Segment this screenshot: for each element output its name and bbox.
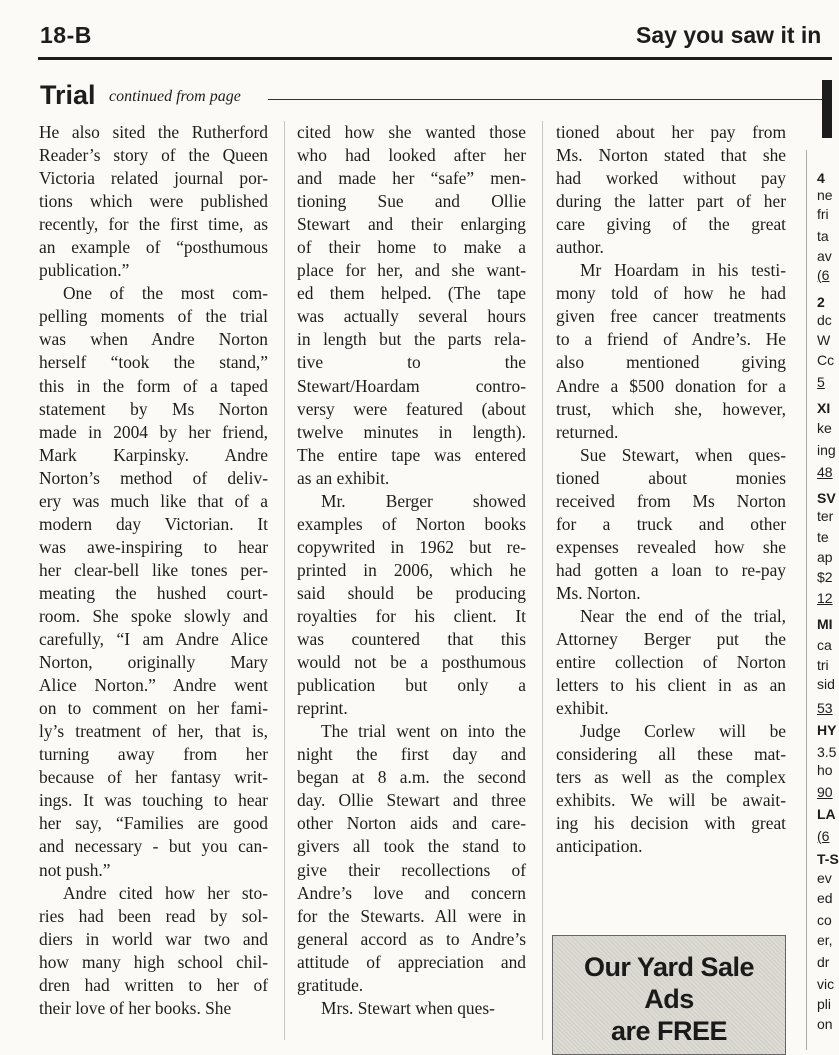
text-line: was countered that this [297, 629, 526, 650]
text-line: Victoria related journal por- [39, 168, 268, 189]
adjacent-heading-block [822, 80, 832, 138]
text-line: other Norton aids and care- [297, 813, 526, 834]
text-line: versy were featured (about [297, 398, 526, 419]
classified-fragment: ca [817, 637, 832, 653]
classified-fragment: 48 [817, 464, 833, 480]
text-line: Judge Corlew will be [580, 721, 786, 742]
text-line: place for her, and she want- [297, 260, 526, 281]
text-line: Andre’s love and concern [297, 882, 526, 903]
classified-fragment: ev [817, 870, 832, 886]
text-line: givers all took the stand to [297, 836, 526, 857]
text-line: this in the form of a taped [39, 375, 268, 396]
text-line: their love of her books. She [39, 997, 232, 1018]
classified-fragment: MI [817, 616, 833, 632]
text-line: returned. [556, 421, 619, 442]
text-line: who had looked after her [297, 145, 526, 166]
classified-fragment: ter [817, 508, 834, 524]
text-line: Norton’s method of deliv- [39, 467, 268, 488]
text-line: would not be a posthumous [297, 652, 526, 673]
classified-fragment: SV [817, 490, 836, 506]
text-line: ery was much like that of a [39, 490, 268, 511]
text-line: had gotten a loan to re-pay [556, 559, 786, 580]
text-line: considering all these mat- [556, 744, 786, 765]
text-line: herself “took the stand,” [39, 352, 268, 373]
text-line: expenses revealed how she [556, 536, 786, 557]
text-line: Mr Hoardam in his testi- [580, 260, 786, 281]
text-line: also mentioned giving [556, 352, 786, 373]
text-line: He also sited the Rutherford [39, 122, 268, 142]
ad-line: Our Yard Sale [583, 952, 755, 982]
classified-fragment: ap [817, 549, 833, 565]
classified-fragment: 12 [817, 590, 833, 606]
text-line: tive to the [297, 352, 526, 373]
page-number: 18-B [40, 22, 92, 48]
text-line: mony told of how he had [556, 283, 786, 304]
classified-fragment: vic [817, 976, 835, 992]
classified-fragment: 53 [817, 700, 833, 716]
text-line: turning away from her [39, 744, 268, 765]
text-line: Mrs. Stewart when ques- [321, 997, 495, 1018]
text-line: exhibits. We will be await- [556, 790, 786, 811]
text-line: publication.” [39, 260, 130, 281]
text-line: tions which were published [39, 191, 268, 212]
text-line: and made her “safe” men- [297, 168, 526, 189]
classified-fragment: 90 [817, 784, 833, 800]
article-column-2 [297, 121, 526, 1020]
text-line: general accord as to Andre’s [297, 928, 526, 949]
text-line: Alice Norton.” Andre went [39, 675, 268, 696]
article-heading [40, 80, 800, 114]
text-line: not push.” [39, 859, 111, 880]
classified-fragment: 4 [817, 170, 825, 186]
article-column-3 [556, 121, 786, 859]
text-line: Near the end of the trial, [580, 605, 786, 626]
text-line: reprint. [297, 698, 348, 719]
text-line: copywrited in 1962 but re- [297, 536, 526, 557]
text-line: ly’s treatment of her, that is, [39, 721, 268, 742]
text-line: her clear-bell like tones per- [39, 559, 268, 580]
text-line: Ms. Norton stated that she [556, 145, 786, 166]
classified-fragment: ke [817, 420, 832, 436]
text-line: Ms. Norton. [556, 582, 641, 603]
text-line: her say, “Families are good [39, 813, 268, 834]
text-line: ries had been read by sol- [39, 905, 268, 926]
classified-fragment: ing [817, 442, 836, 458]
text-line: was when Andre Norton [39, 329, 268, 350]
yard-sale-ad [552, 935, 786, 1055]
text-line: on to comment on her fami- [39, 698, 268, 719]
classified-fragment: W [817, 332, 831, 348]
text-line: night the first day and [297, 744, 526, 765]
classified-fragment: LA [817, 806, 836, 822]
text-line: Stewart and their enlarging [297, 214, 526, 235]
text-line: how many high school chil- [39, 951, 268, 972]
text-line: for a truck and other [556, 513, 786, 534]
classified-fragment: on [817, 1016, 833, 1032]
classified-fragment: XI [817, 400, 831, 416]
text-line: attitude of appreciation and [297, 951, 526, 972]
text-line: tioned about monies [556, 467, 786, 488]
classified-fragment: sid [817, 676, 835, 692]
classified-fragment: ho [817, 762, 833, 778]
classified-fragment: dr [817, 954, 830, 970]
text-line: The trial went on into the [321, 721, 526, 742]
text-line: and necessary - but you can- [39, 836, 268, 857]
text-line: gratitude. [297, 974, 364, 995]
text-line: letters to his client in as an [556, 675, 786, 696]
classified-fragment: Cc [817, 352, 835, 368]
text-line: room. She spoke slowly and [39, 605, 268, 626]
text-line: The entire tape was entered [297, 444, 526, 465]
text-line: modern day Victorian. It [39, 513, 268, 534]
text-line: as an exhibit. [297, 467, 390, 488]
text-line: of their home to make a [297, 237, 526, 258]
classified-fragment: ne [817, 187, 833, 203]
text-line: began at 8 a.m. the second [297, 767, 526, 788]
article-title: Trial [40, 80, 96, 110]
column-divider [542, 121, 543, 1040]
text-line: printed in 2006, which he [297, 559, 526, 580]
ad-line: are FREE [610, 1016, 728, 1046]
text-line: because of her fantasy writ- [39, 767, 268, 788]
classified-fragment: ed [817, 890, 833, 906]
classified-fragment: dc [817, 312, 832, 328]
text-line: pelling moments of the trial [39, 306, 268, 327]
text-line: royalties for his client. It [297, 605, 526, 626]
ad-line: Ads [644, 984, 694, 1014]
text-line: Attorney Berger put the [556, 629, 786, 650]
classified-fragment: tri [817, 657, 829, 673]
column-divider [284, 121, 285, 1040]
classified-fragment: HY [817, 722, 837, 738]
text-line: given free cancer treatments [556, 306, 786, 327]
classified-fragment: 2 [817, 294, 825, 310]
text-line: during the latter part of her [556, 191, 786, 212]
text-line: ings. It was touching to hear [39, 790, 268, 811]
text-line: tioned about her pay from [556, 122, 786, 142]
text-line: ters as well as the complex [556, 767, 786, 788]
text-line: ing his decision with great [556, 813, 786, 834]
classified-fragment: T-S [817, 851, 839, 867]
text-line: to a friend of Andre’s. He [556, 329, 786, 350]
text-line: Andre a $500 donation for a [556, 375, 786, 396]
article-column-1 [39, 121, 268, 1020]
classified-fragment: (6 [817, 267, 830, 283]
text-line: One of the most com- [63, 283, 268, 304]
classified-fragment: 5 [817, 374, 825, 390]
text-line: author. [556, 237, 604, 258]
text-line: exhibit. [556, 698, 609, 719]
text-line: carefully, “I am Andre Alice [39, 629, 268, 650]
text-line: Andre cited how her sto- [63, 882, 268, 903]
text-line: diers in world war two and [39, 928, 268, 949]
text-line: recently, for the first time, as [39, 214, 268, 235]
text-line: said should be producing [297, 582, 526, 603]
text-line: publication but only a [297, 675, 526, 696]
classified-fragment: $2 [817, 569, 833, 585]
text-line: give their recollections of [297, 859, 526, 880]
text-line: cited how she wanted those [297, 122, 526, 142]
header-slogan: Say you saw it in [636, 22, 822, 48]
text-line: was awe-inspiring to hear [39, 536, 268, 557]
text-line: meating the hushed court- [39, 582, 268, 603]
text-line: had worked without pay [556, 168, 786, 189]
text-line: ed them helped. (The tape [297, 283, 526, 304]
text-line: statement by Ms Norton [39, 398, 268, 419]
text-line: an example of “posthumous [39, 237, 268, 258]
classified-fragment: pli [817, 996, 832, 1012]
header-rule [38, 57, 832, 60]
text-line: anticipation. [556, 836, 643, 857]
text-line: day. Ollie Stewart and three [297, 790, 526, 811]
text-line: for the Stewarts. All were in [297, 905, 526, 926]
text-line: trust, which she, however, [556, 398, 786, 419]
classified-fragment: (6 [817, 828, 830, 844]
text-line: Sue Stewart, when ques- [580, 444, 786, 465]
text-line: Stewart/Hoardam contro- [297, 375, 526, 396]
classified-fragment: ta [817, 228, 829, 244]
text-line: received from Ms Norton [556, 490, 786, 511]
text-line: tioning Sue and Ollie [297, 191, 526, 212]
classified-fragment: co [817, 912, 832, 928]
text-line: entire collection of Norton [556, 652, 786, 673]
text-line: examples of Norton books [297, 513, 526, 534]
classified-fragment: av [817, 248, 832, 264]
classified-fragment: 3.5 [817, 744, 837, 760]
classified-fragment: fri [817, 206, 829, 222]
heading-rule [268, 99, 825, 100]
text-line: dren had written to her of [39, 974, 268, 995]
classified-fragment: te [817, 529, 829, 545]
text-line: Mr. Berger showed [321, 490, 526, 511]
text-line: in length but the parts rela- [297, 329, 526, 350]
text-line: Reader’s story of the Queen [39, 145, 268, 166]
article-subtitle: continued from page [109, 88, 241, 105]
text-line: Norton, originally Mary [39, 652, 268, 673]
adjacent-column-rule [806, 150, 807, 1050]
text-line: Mark Karpinsky. Andre [39, 444, 268, 465]
classified-fragment: er, [817, 932, 833, 948]
text-line: twelve minutes in length). [297, 421, 526, 442]
text-line: care giving of the great [556, 214, 786, 235]
text-line: made in 2004 by her friend, [39, 421, 268, 442]
text-line: was actually several hours [297, 306, 526, 327]
